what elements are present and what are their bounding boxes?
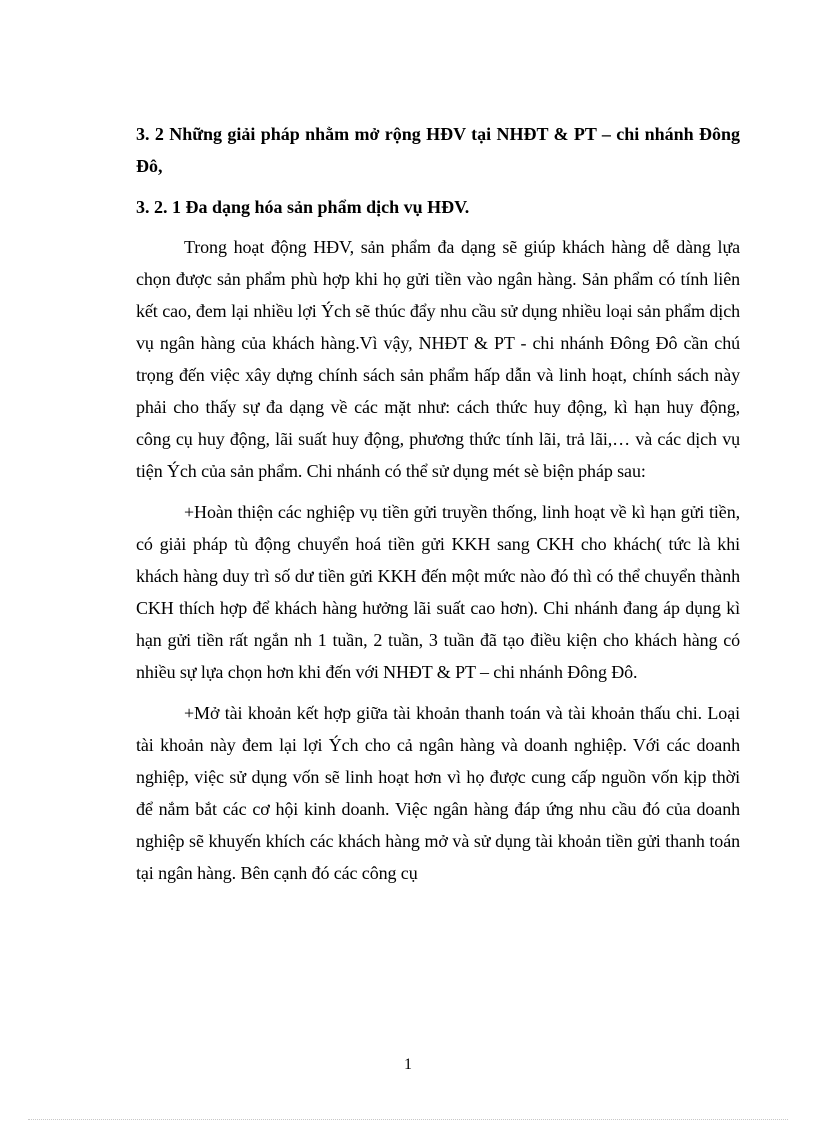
paragraph-combined-accounts: +Mở tài khoản kết hợp giữa tài khoản thanh toán và tài khoản thấu chi. Loại tài khoản này đem lại lợi Ých cho cả ngân hàng và doanh nghiệp. Với các doanh nghiệp, việc sử dụng vốn sẽ linh hoạt hơn vì họ được cung cấp nguồn vốn kịp thời để nắm bắt các cơ hội kinh doanh. Việc ngân hàng đáp ứng nhu cầu đó của doanh nghiệp sẽ khuyến khích các khách hàng mở và sử dụng tài khoản tiền gửi thanh toán tại ngân hàng. Bên cạnh đó các công cụ — [136, 703, 740, 883]
subsection-heading: 3. 2. 1 Đa dạng hóa sản phẩm dịch vụ HĐV. — [136, 197, 470, 217]
footer-divider — [28, 1119, 788, 1120]
paragraph-intro: Trong hoạt động HĐV, sản phẩm đa dạng sẽ giúp khách hàng dễ dàng lựa chọn được sản phẩm phù hợp khi họ gửi tiền vào ngân hàng. Sản phẩm có tính liên kết cao, đem lại nhiều lợi Ých sẽ thúc đẩy nhu cầu sử dụng nhiều loại sản phẩm dịch vụ ngân hàng của khách hàng.Vì vậy, NHĐT & PT - chi nhánh Đông Đô cần chú trọng đến việc xây dựng chính sách sản phẩm hấp dẫn và linh hoạt, chính sách này phải cho thấy sự đa dạng về các mặt như: cách thức huy động, kì hạn huy động, công cụ huy động, lãi suất huy động, phương thức tính lãi, trả lãi,… và các dịch vụ tiện Ých của sản phẩm. Chi nhánh có thể sử dụng mét sè biện pháp sau: — [136, 237, 740, 481]
page-number: 1 — [404, 1056, 412, 1073]
section-heading: 3. 2 Những giải pháp nhằm mở rộng HĐV tại NHĐT & PT – chi nhánh Đông Đô, — [136, 124, 740, 176]
document-body — [136, 118, 740, 898]
paragraph-traditional-deposits: +Hoàn thiện các nghiệp vụ tiền gửi truyền thống, linh hoạt về kì hạn gửi tiền, có giải pháp tù động chuyển hoá tiền gửi KKH sang CKH cho khách( tức là khi khách hàng duy trì số dư tiền gửi KKH đến một mức nào đó thì có thể chuyển thành CKH thích hợp để khách hàng hưởng lãi suất cao hơn). Chi nhánh đang áp dụng kì hạn gửi tiền rất ngắn nh 1 tuần, 2 tuần, 3 tuần đã tạo điều kiện cho khách hàng có nhiều sự lựa chọn hơn khi đến với NHĐT & PT – chi nhánh Đông Đô. — [136, 502, 740, 682]
